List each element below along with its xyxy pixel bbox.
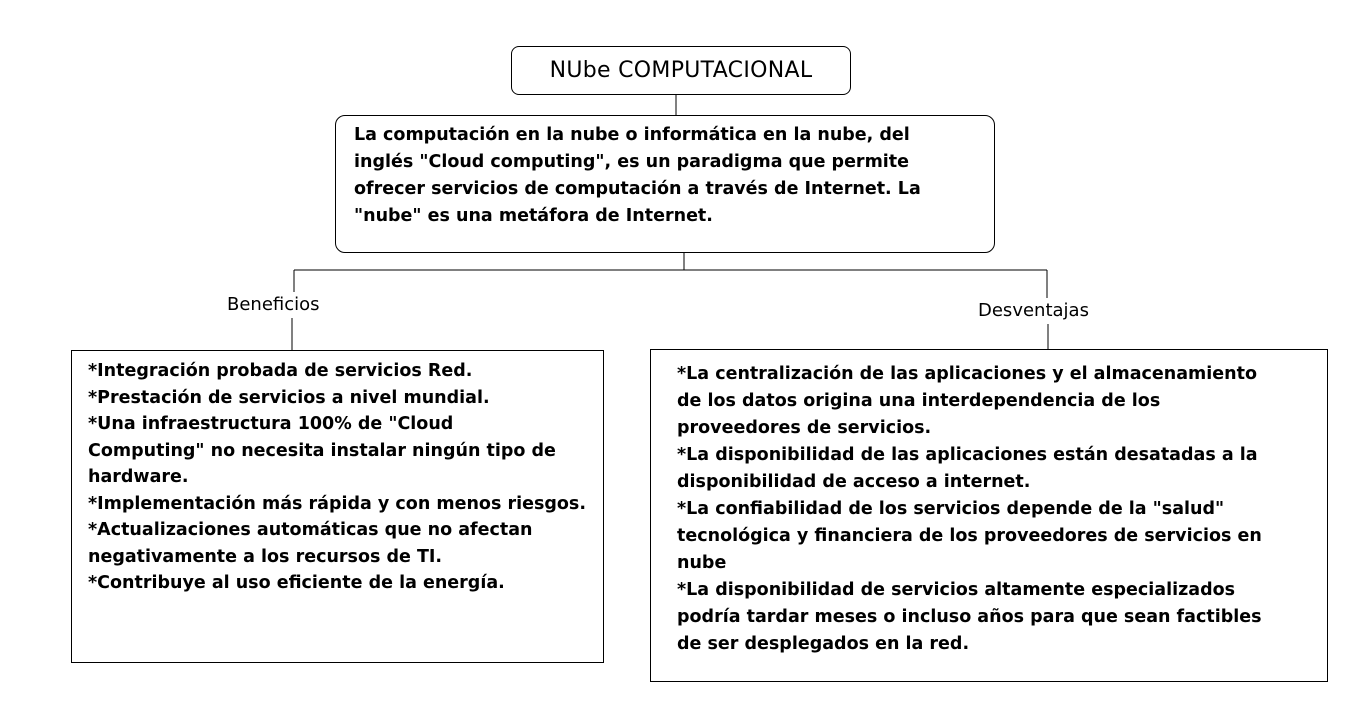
disadvantage-line: de los datos origina una interdependencia de los (677, 391, 1161, 411)
benefit-line: hardware. (88, 467, 189, 487)
disadvantages-label: Desventajas (978, 300, 1089, 321)
disadvantages-node (650, 349, 1328, 682)
benefit-line: *Una infraestructura 100% de "Cloud (88, 414, 454, 434)
definition-line: La computación en la nube o informática en la nube, del (354, 125, 910, 145)
disadvantage-line: tecnológica y financiera de los proveedores de servicios en (677, 526, 1262, 546)
benefits-label: Beneficios (227, 294, 320, 315)
disadvantage-line: de ser desplegados en la red. (677, 634, 970, 654)
benefit-line: *Contribuye al uso eficiente de la energía. (88, 573, 505, 593)
benefit-line: *Actualizaciones automáticas que no afectan (88, 520, 533, 540)
title-text: NUbe COMPUTACIONAL (549, 58, 813, 83)
definition-node (335, 115, 995, 253)
disadvantage-line: *La centralización de las aplicaciones y el almacenamiento (677, 364, 1257, 384)
disadvantage-line: *La confiabilidad de los servicios depende de la "salud" (677, 499, 1225, 519)
definition-line: "nube" es una metáfora de Internet. (354, 206, 713, 226)
disadvantage-line: disponibilidad de acceso a internet. (677, 472, 1031, 492)
title-node (511, 46, 851, 95)
benefit-line: *Prestación de servicios a nivel mundial. (88, 387, 490, 408)
disadvantage-line: *La disponibilidad de servicios altamente especializados (677, 580, 1236, 600)
benefit-line: Computing" no necesita instalar ningún tipo de (88, 440, 556, 461)
disadvantage-line: podría tardar meses o incluso años para que sean factibles (677, 607, 1262, 627)
disadvantage-line: proveedores de servicios. (677, 418, 932, 438)
definition-line: ofrecer servicios de computación a través de Internet. La (354, 179, 921, 199)
benefit-line: *Integración probada de servicios Red. (88, 361, 473, 381)
disadvantage-line: nube (677, 553, 727, 573)
benefits-node (71, 350, 604, 663)
benefit-line: *Implementación más rápida y con menos riesgos. (88, 493, 586, 514)
benefit-line: negativamente a los recursos de TI. (88, 546, 443, 567)
disadvantage-line: *La disponibilidad de las aplicaciones están desatadas a la (677, 445, 1258, 465)
definition-line: inglés "Cloud computing", es un paradigma que permite (354, 152, 910, 172)
